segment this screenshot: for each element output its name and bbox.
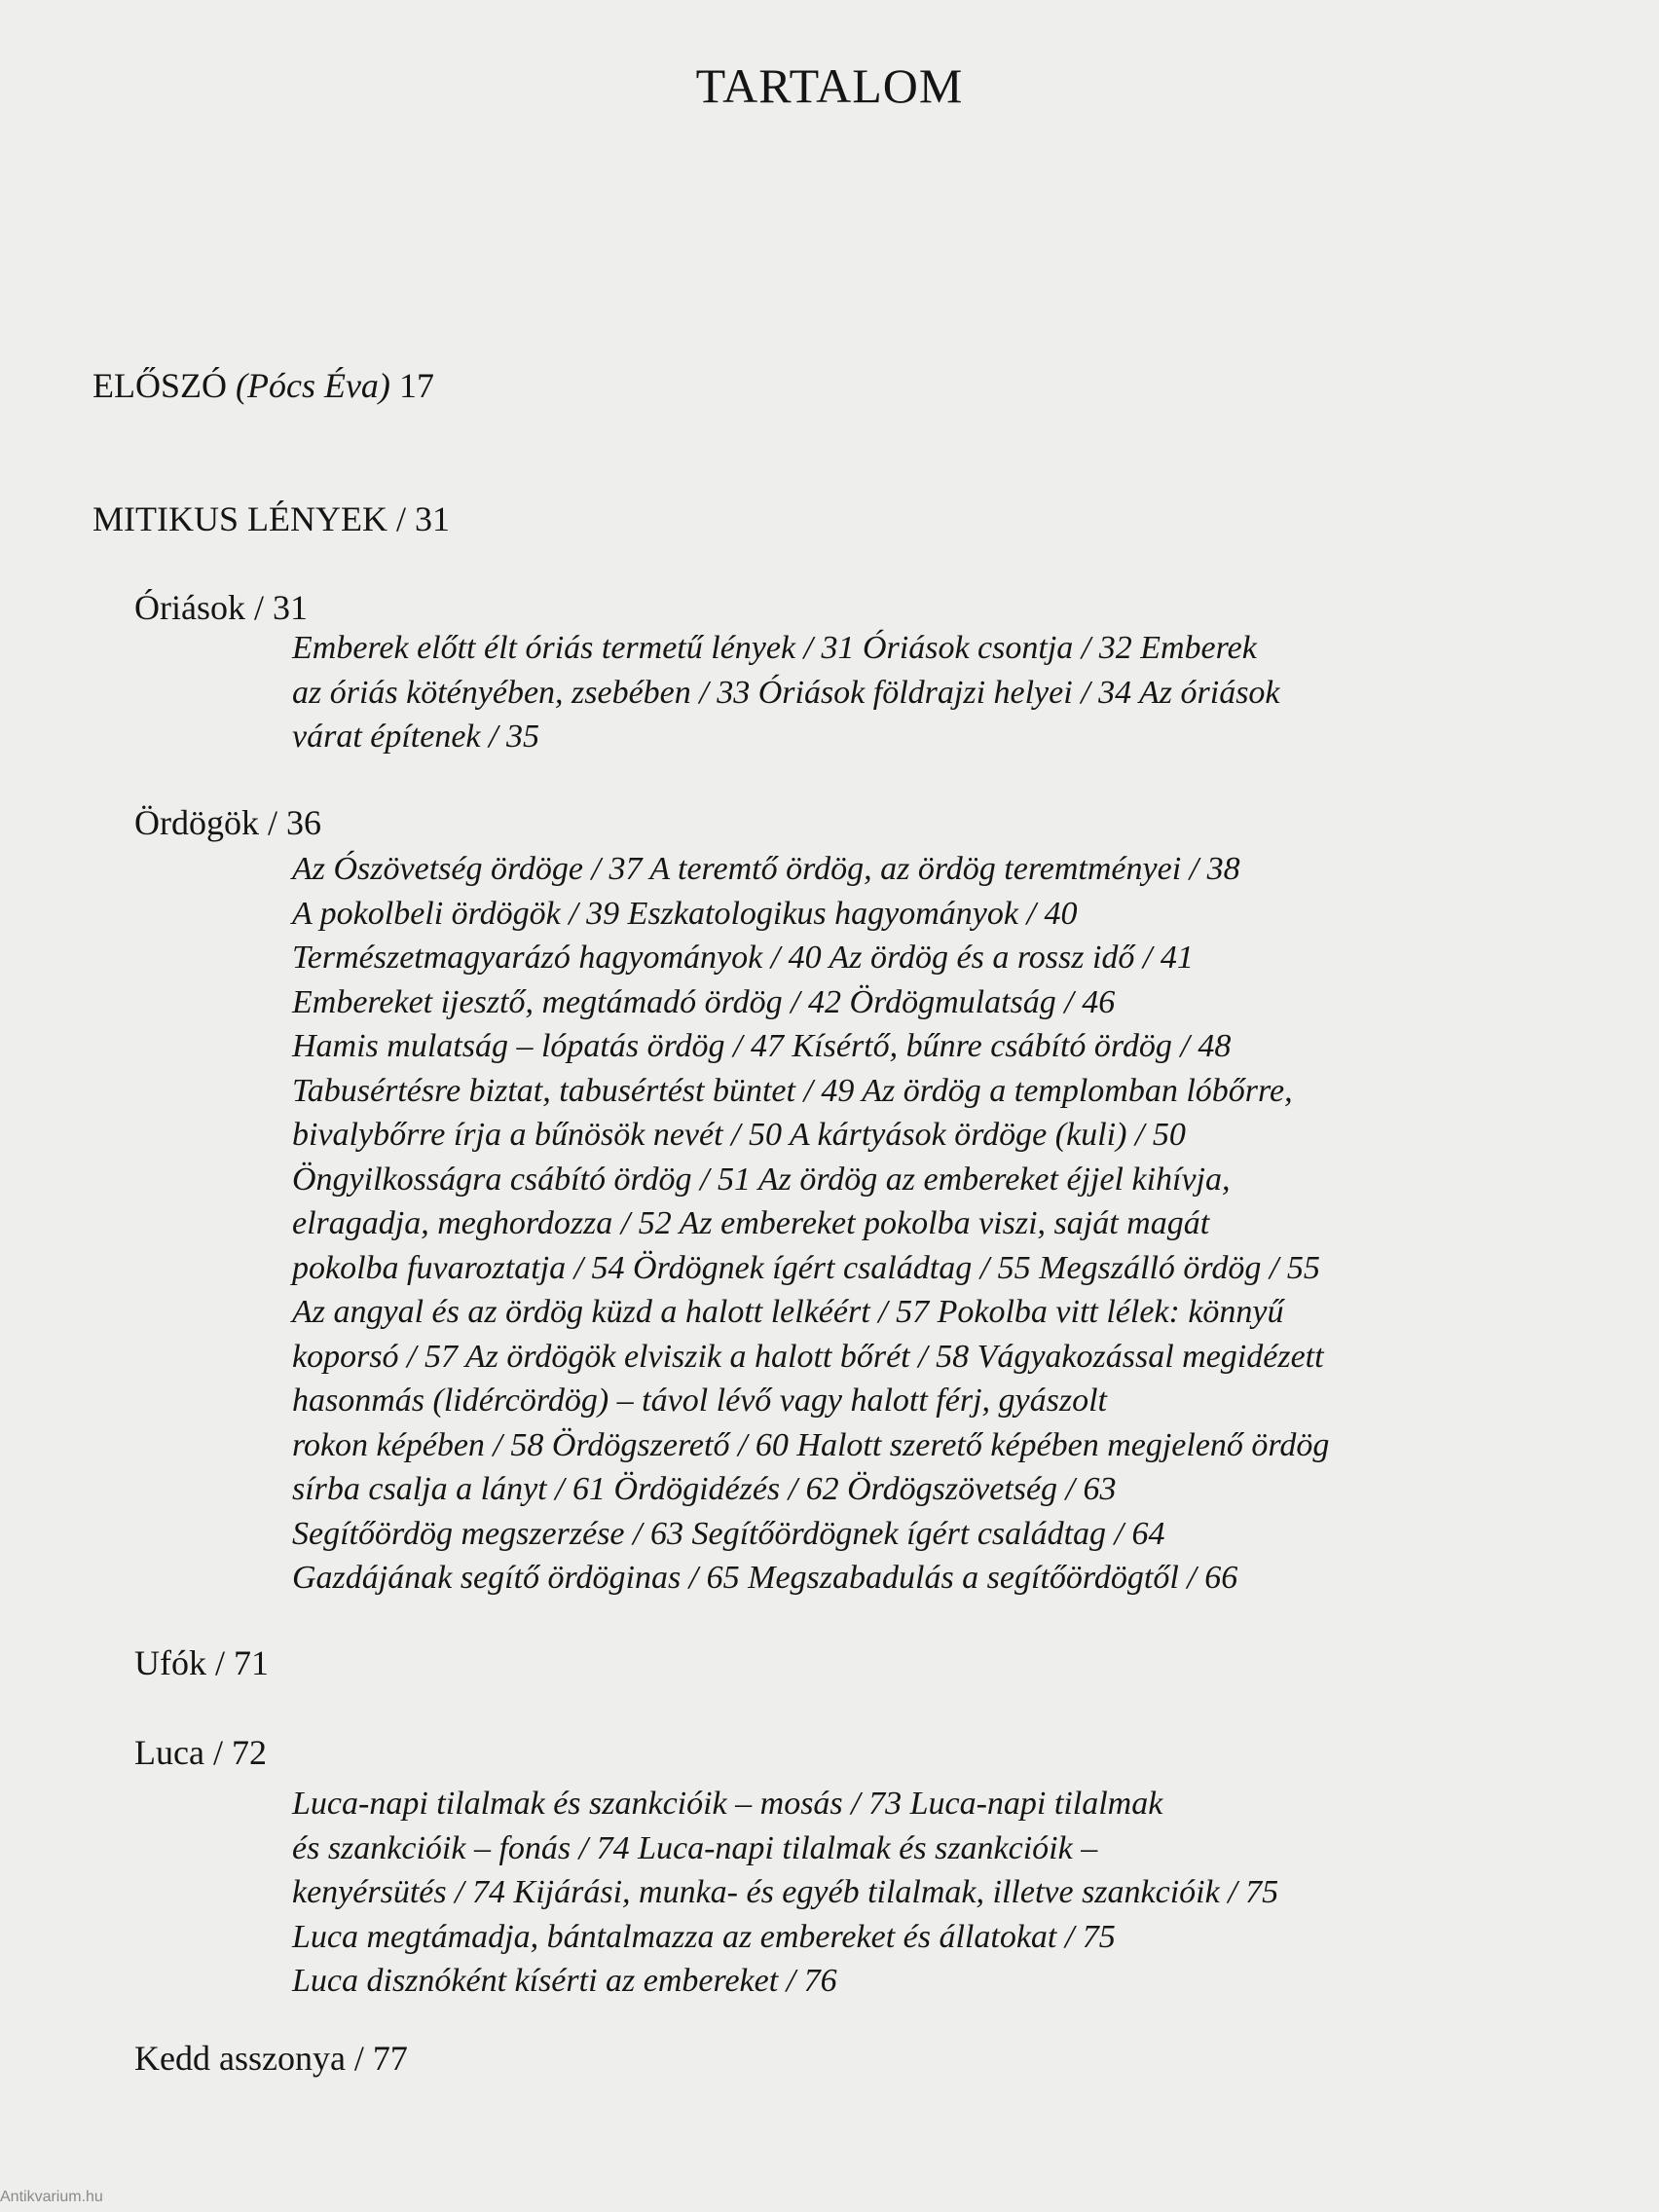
toc-subentry-line: Az angyal és az ördög küzd a halott lelkéért / 57 Pokolba vitt lélek: könnyű [292,1294,1284,1330]
toc-subentry-line: rokon képében / 58 Ördögszerető / 60 Halott szerető képében megjelenő ördög [292,1426,1330,1463]
toc-subentry-line: Gazdájának segítő ördöginas / 65 Megszabadulás a segítőördögtől / 66 [292,1560,1238,1596]
toc-subentry-line: A pokolbeli ördögök / 39 Eszkatologikus hagyományok / 40 [292,895,1078,932]
toc-chapter-heading: Luca / 72 [134,1733,267,1772]
toc-subentry-line: koporsó / 57 Az ördögök elviszik a halott bőrét / 58 Vágyakozással megidézett [292,1338,1324,1375]
toc-subentry-line: Az Ószövetség ördöge / 37 A teremtő ördög, az ördög teremtményei / 38 [292,851,1240,887]
toc-chapter-heading: Óriások / 31 [134,588,308,627]
toc-subentry-line: sírba csalja a lányt / 61 Ördögidézés / 62 Ördögszövetség / 63 [292,1471,1117,1507]
toc-subentries-oriasok [292,626,1538,759]
toc-subentry-line: Hamis mulatság – lópatás ördög / 47 Kísértő, bűnre csábító ördög / 48 [292,1028,1232,1064]
toc-subentry-line: várat építenek / 35 [292,719,539,755]
toc-subentry-line: elragadja, meghordozza / 52 Az embereket pokolba viszi, saját magát [292,1205,1210,1241]
toc-subentry-line: kenyérsütés / 74 Kijárási, munka- és egyéb tilalmak, illetve szankcióik / 75 [292,1874,1279,1910]
toc-subentry-line: Tabusértésre biztat, tabusértést büntet / 49 Az ördög a templomban lóbőrre, [292,1072,1293,1109]
toc-subentry-line: Luca disznóként kísérti az embereket / 76 [292,1963,837,1999]
toc-subentry-line: és szankcióik – fonás / 74 Luca-napi tilalmak és szankcióik – [292,1829,1098,1866]
toc-subentry-line: Segítőördög megszerzése / 63 Segítőördögnek ígért családtag / 64 [292,1515,1165,1552]
toc-subentry-line: bivalybőrre írja a bűnösök nevét / 50 A kártyások ördöge (kuli) / 50 [292,1117,1186,1153]
toc-chapter-heading: Ördögök / 36 [134,803,321,842]
toc-subentry-line: Emberek előtt élt óriás termetű lények / 31 Óriások csontja / 32 Emberek [292,630,1257,666]
watermark: Antikvarium.hu [0,2189,103,2205]
toc-subentry-line: Embereket ijesztő, megtámadó ördög / 42 Ördögmulatság / 46 [292,983,1116,1020]
foreword-page: 17 [398,366,434,405]
toc-subentry-line: Öngyilkosságra csábító ördög / 51 Az ördög az embereket éjjel kihívja, [292,1161,1231,1198]
toc-subentry-line: Természetmagyarázó hagyományok / 40 Az ördög és a rossz idő / 41 [292,940,1194,976]
toc-part-heading: MITIKUS LÉNYEK / 31 [92,499,450,538]
toc-subentries-luca [292,1782,1538,2004]
toc-subentry-line: Luca-napi tilalmak és szankcióik – mosás / 73 Luca-napi tilalmak [292,1786,1163,1822]
foreword-author: (Pócs Éva) [236,366,390,405]
toc-subentry-line: az óriás kötényében, zsebében / 33 Óriások földrajzi helyei / 34 Az óriások [292,674,1280,711]
toc-chapter-heading: Kedd asszonya / 77 [134,2039,408,2078]
toc-subentry-line: Luca megtámadja, bántalmazza az embereket és állatokat / 75 [292,1918,1116,1955]
toc-subentry-line: hasonmás (lidércördög) – távol lévő vagy halott férj, gyászolt [292,1382,1107,1419]
toc-chapter-heading: Ufók / 71 [134,1643,269,1682]
toc-entry-foreword [92,358,434,413]
foreword-label: ELŐSZÓ [92,366,227,405]
toc-subentries-ordogok [292,847,1538,1601]
page-title: TARTALOM [695,58,964,113]
toc-subentry-line: pokolba fuvaroztatja / 54 Ördögnek ígért családtag / 55 Megszálló ördög / 55 [292,1249,1320,1286]
